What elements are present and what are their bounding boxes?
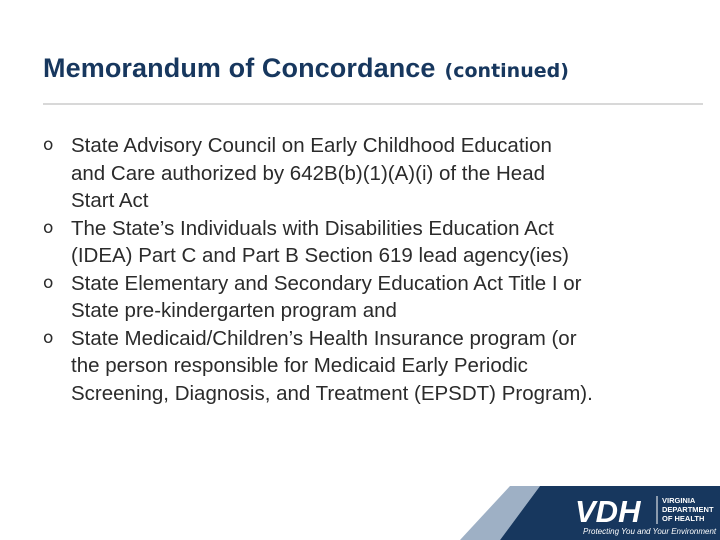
bullet-item-3	[43, 270, 703, 325]
footer-band	[0, 486, 720, 540]
bullet-item-1	[43, 132, 703, 215]
bullet-marker: o	[43, 327, 54, 348]
bullet-3-line-1: State Elementary and Secondary Education Act Title I or	[71, 271, 582, 295]
bullet-4-line-2: the person responsible for Medicaid Early Periodic	[71, 354, 528, 377]
slide-title	[43, 50, 569, 82]
vdh-org-line-1: VIRGINIA	[662, 496, 696, 505]
bullet-marker: o	[43, 272, 54, 293]
bullet-1-line-1: State Advisory Council on Early Childhood Education	[71, 134, 552, 157]
bullet-item-4	[43, 325, 703, 408]
bullet-1-line-2: and Care authorized by 642B(b)(1)(A)(i) of the Head	[71, 161, 546, 185]
bullet-4-line-1: State Medicaid/Children’s Health Insurance program (or	[71, 326, 577, 350]
bullet-1-line-3: Start Act	[71, 189, 149, 212]
vdh-org-line-3: OF HEALTH	[662, 514, 705, 523]
bullet-2-line-1: The State’s Individuals with Disabilities Education Act	[71, 216, 554, 240]
bullet-marker: o	[43, 217, 54, 238]
title-divider	[43, 103, 703, 105]
bullet-2-line-2: (IDEA) Part C and Part B Section 619 lead agency(ies)	[71, 244, 569, 267]
bullet-list	[43, 132, 703, 407]
bullet-item-2	[43, 215, 703, 270]
slide-title-main: Memorandum of Concordance	[43, 53, 436, 83]
vdh-org-line-2: DEPARTMENT	[662, 505, 714, 514]
bullet-4-line-3: Screening, Diagnosis, and Treatment (EPSDT) Program).	[71, 381, 593, 405]
slide-title-suffix: (continued)	[444, 60, 569, 82]
bullet-marker: o	[43, 135, 54, 155]
vdh-tagline: Protecting You and Your Environment	[583, 527, 717, 536]
footer-band-graphic	[0, 486, 720, 540]
bullet-3-line-2: State pre-kindergarten program and	[71, 299, 397, 322]
vdh-logo-text: VDH	[575, 494, 641, 529]
